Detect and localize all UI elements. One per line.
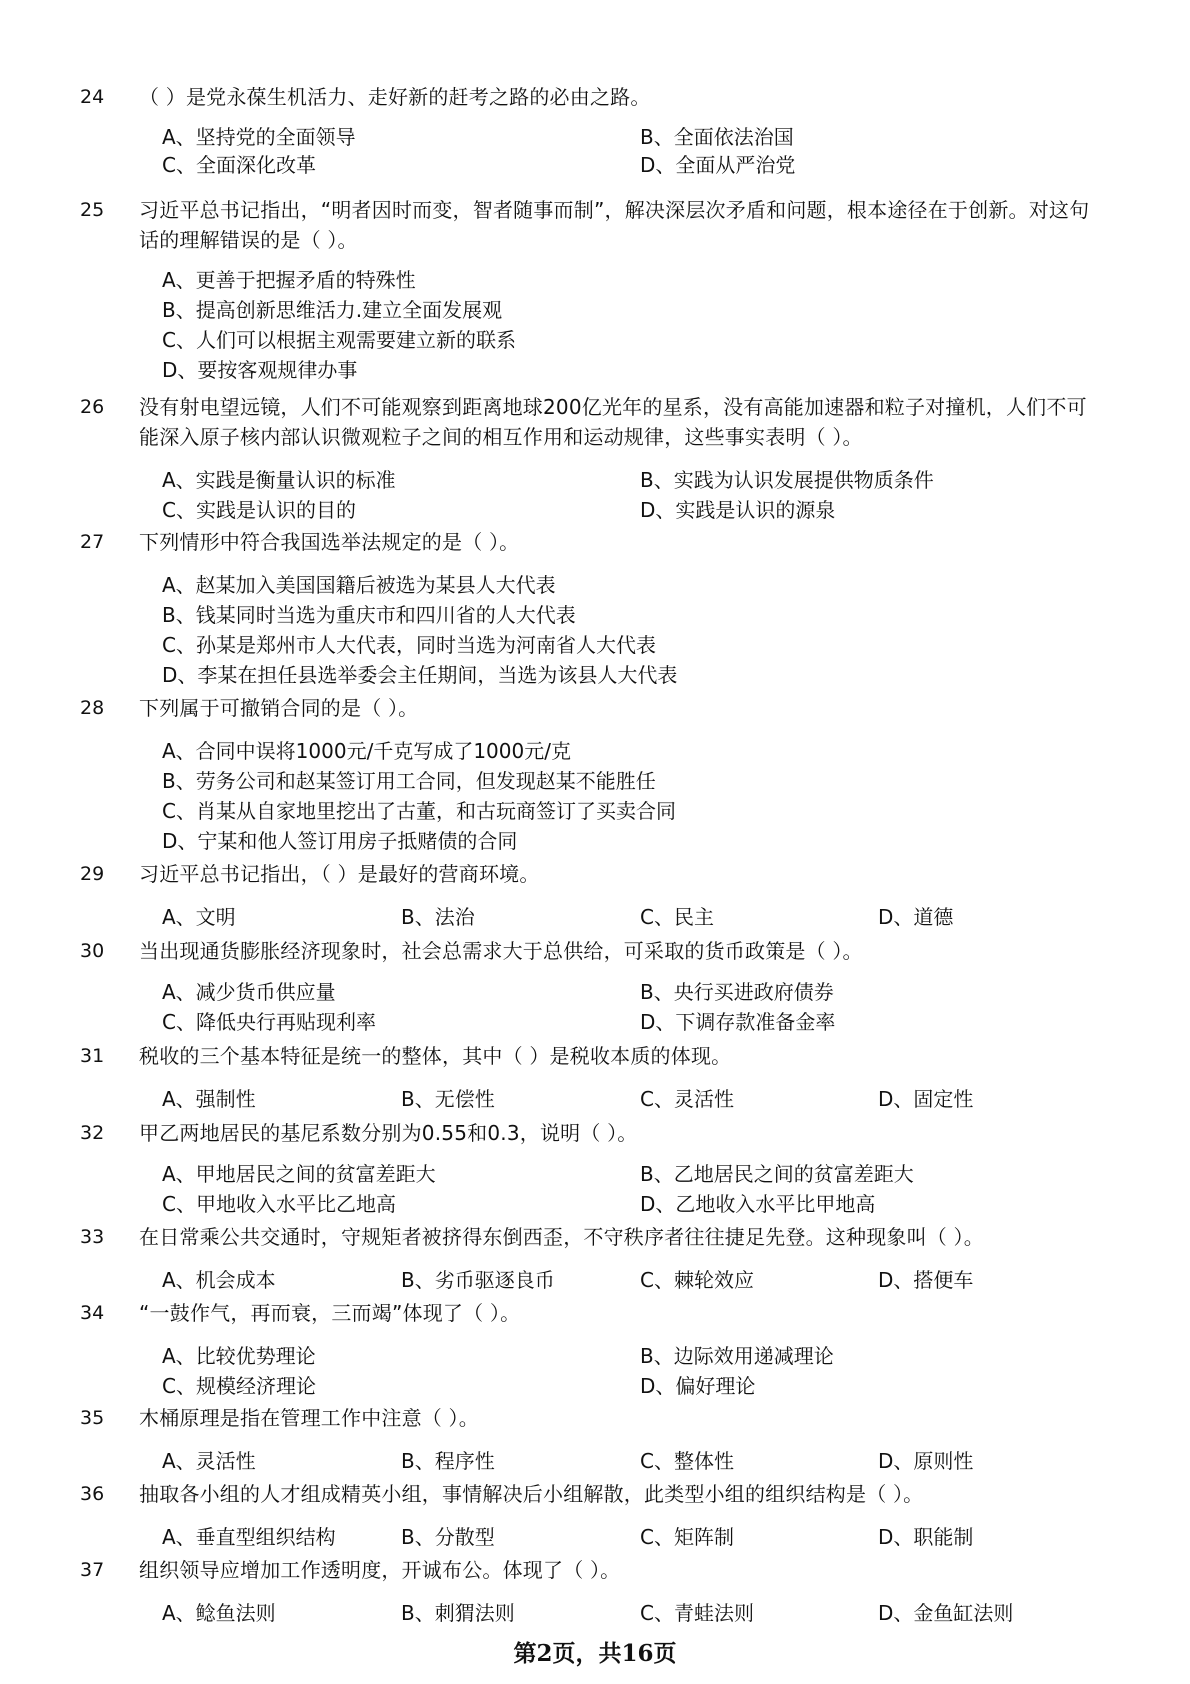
- option-d: D、职能制: [878, 1525, 974, 1549]
- question-number: 34: [80, 1302, 105, 1324]
- question-stem: 税收的三个基本特征是统一的整体，其中（ ）是税收本质的体现。: [139, 1044, 732, 1068]
- option-b: B、钱某同时当选为重庆市和四川省的人大代表: [162, 603, 576, 627]
- option-c: C、整体性: [640, 1449, 734, 1473]
- option-a: A、甲地居民之间的贫富差距大: [162, 1162, 436, 1186]
- question-number: 33: [80, 1226, 105, 1248]
- option-b: B、边际效用递减理论: [640, 1344, 834, 1368]
- option-c: C、规模经济理论: [162, 1374, 316, 1398]
- option-c: C、甲地收入水平比乙地高: [162, 1192, 396, 1216]
- option-a: A、灵活性: [162, 1449, 256, 1473]
- option-c: C、肖某从自家地里挖出了古董，和古玩商签订了买卖合同: [162, 799, 676, 823]
- question-stem: 下列属于可撤销合同的是（ ）。: [139, 696, 419, 720]
- option-a: A、比较优势理论: [162, 1344, 316, 1368]
- option-b: B、乙地居民之间的贫富差距大: [640, 1162, 914, 1186]
- option-a: A、强制性: [162, 1087, 256, 1111]
- question-stem: 下列情形中符合我国选举法规定的是（ ）。: [139, 530, 520, 554]
- question-stem: 习近平总书记指出，（ ）是最好的营商环境。: [139, 862, 540, 886]
- option-a: A、文明: [162, 905, 236, 929]
- question-stem: 没有射电望远镜，人们不可能观察到距离地球200亿光年的星系，没有高能加速器和粒子对撞机，人们不可能深入原子核内部认识微观粒子之间的相互作用和运动规律，这些事实表明（ ）。: [139, 395, 1087, 449]
- option-c: C、全面深化改革: [162, 153, 316, 177]
- option-d: D、固定性: [878, 1087, 974, 1111]
- option-d: D、搭便车: [878, 1268, 974, 1292]
- option-b: B、提高创新思维活力.建立全面发展观: [162, 298, 503, 322]
- question-number: 26: [80, 396, 105, 418]
- option-d: D、金鱼缸法则: [878, 1601, 1014, 1625]
- question-number: 35: [80, 1407, 105, 1429]
- option-d: D、原则性: [878, 1449, 974, 1473]
- option-c: C、矩阵制: [640, 1525, 734, 1549]
- question-stem: 甲乙两地居民的基尼系数分别为0.55和0.3，说明（ ）。: [139, 1121, 638, 1145]
- option-c: C、民主: [640, 905, 714, 929]
- option-a: A、更善于把握矛盾的特殊性: [162, 268, 416, 292]
- option-b: B、程序性: [401, 1449, 495, 1473]
- option-b: B、分散型: [401, 1525, 495, 1549]
- question-stem: （ ）是党永葆生机活力、走好新的赶考之路的必由之路。: [139, 85, 651, 109]
- option-d: D、下调存款准备金率: [640, 1010, 836, 1034]
- page-footer: 第2页，共16页: [513, 1640, 677, 1667]
- question-stem: 习近平总书记指出，“明者因时而变，智者随事而制”，解决深层次矛盾和问题，根本途径在于创新。对这句话的理解错误的是（ ）。: [139, 198, 1090, 252]
- question-stem: 当出现通货膨胀经济现象时，社会总需求大于总供给，可采取的货币政策是（ ）。: [139, 939, 863, 963]
- option-a: A、减少货币供应量: [162, 980, 336, 1004]
- option-c: C、青蛙法则: [640, 1601, 754, 1625]
- question-number: 24: [80, 86, 105, 108]
- option-a: A、实践是衡量认识的标准: [162, 468, 396, 492]
- option-a: A、合同中误将1000元/千克写成了1000元/克: [162, 739, 571, 763]
- question-number: 30: [80, 940, 105, 962]
- option-b: B、全面依法治国: [640, 125, 794, 149]
- question-stem: “一鼓作气，再而衰，三而竭”体现了（ ）。: [139, 1301, 521, 1325]
- question-stem: 抽取各小组的人才组成精英小组，事情解决后小组解散，此类型小组的组织结构是（ ）。: [139, 1482, 924, 1506]
- option-b: B、央行买进政府债券: [640, 980, 834, 1004]
- option-b: B、法治: [401, 905, 475, 929]
- option-a: A、赵某加入美国国籍后被选为某县人大代表: [162, 573, 556, 597]
- question-number: 36: [80, 1483, 105, 1505]
- option-a: A、坚持党的全面领导: [162, 125, 356, 149]
- option-d: D、乙地收入水平比甲地高: [640, 1192, 876, 1216]
- option-b: B、实践为认识发展提供物质条件: [640, 468, 934, 492]
- question-number: 28: [80, 697, 105, 719]
- option-d: D、全面从严治党: [640, 153, 796, 177]
- option-b: B、刺猬法则: [401, 1601, 515, 1625]
- option-a: A、垂直型组织结构: [162, 1525, 336, 1549]
- question-number: 32: [80, 1122, 105, 1144]
- question-number: 37: [80, 1559, 105, 1581]
- question-number: 27: [80, 531, 105, 553]
- option-c: C、灵活性: [640, 1087, 734, 1111]
- question-number: 31: [80, 1045, 105, 1067]
- option-c: C、降低央行再贴现利率: [162, 1010, 376, 1034]
- question-stem: 在日常乘公共交通时，守规矩者被挤得东倒西歪，不守秩序者往往捷足先登。这种现象叫（ ）。: [139, 1225, 984, 1249]
- question-number: 29: [80, 863, 105, 885]
- option-a: A、鲶鱼法则: [162, 1601, 276, 1625]
- option-b: B、劣币驱逐良币: [401, 1268, 555, 1292]
- question-number: 25: [80, 199, 105, 221]
- option-b: B、无偿性: [401, 1087, 495, 1111]
- option-d: D、道德: [878, 905, 954, 929]
- option-c: C、实践是认识的目的: [162, 498, 356, 522]
- option-c: C、棘轮效应: [640, 1268, 754, 1292]
- question-stem: 木桶原理是指在管理工作中注意（ ）。: [139, 1406, 479, 1430]
- option-d: D、李某在担任县选举委会主任期间，当选为该县人大代表: [162, 663, 678, 687]
- option-d: D、实践是认识的源泉: [640, 498, 836, 522]
- option-d: D、要按客观规律办事: [162, 358, 358, 382]
- option-c: C、人们可以根据主观需要建立新的联系: [162, 328, 516, 352]
- question-stem: 组织领导应增加工作透明度，开诚布公。体现了（ ）。: [139, 1558, 621, 1582]
- option-a: A、机会成本: [162, 1268, 276, 1292]
- option-c: C、孙某是郑州市人大代表，同时当选为河南省人大代表: [162, 633, 656, 657]
- option-b: B、劳务公司和赵某签订用工合同，但发现赵某不能胜任: [162, 769, 656, 793]
- option-d: D、宁某和他人签订用房子抵赌债的合同: [162, 829, 518, 853]
- option-d: D、偏好理论: [640, 1374, 756, 1398]
